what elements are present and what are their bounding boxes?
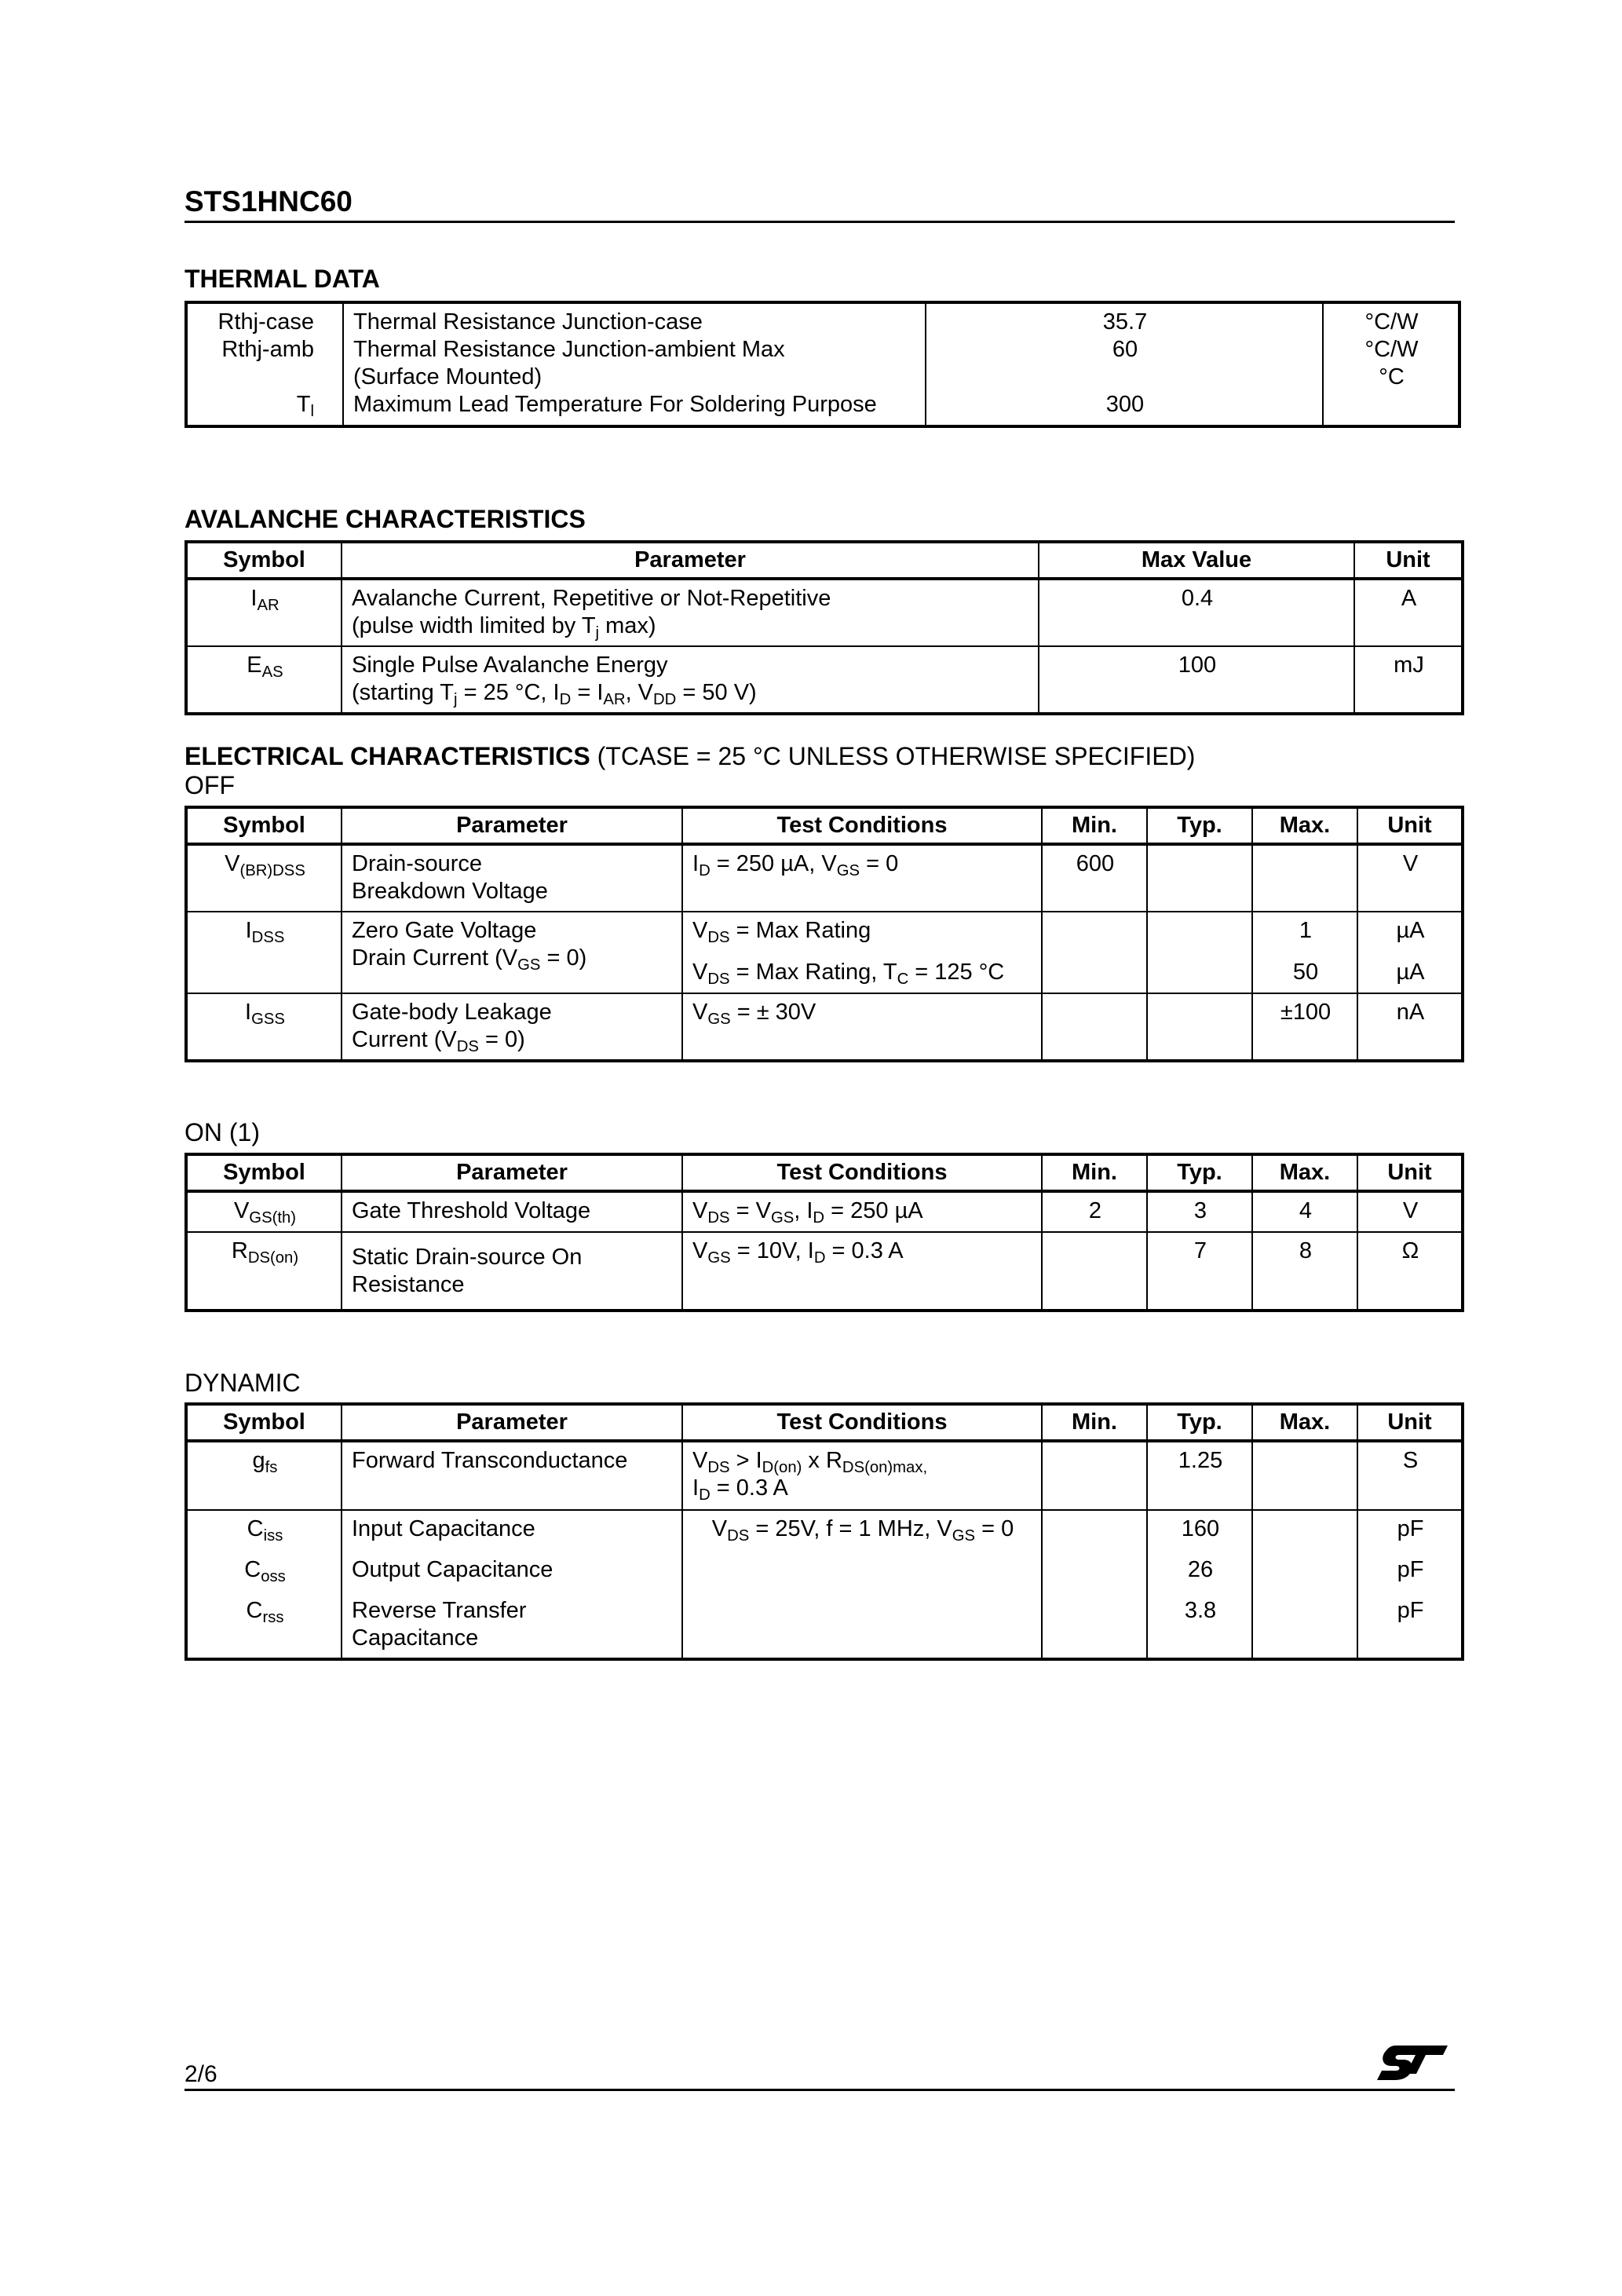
col-header-min: Min.	[1042, 1404, 1147, 1441]
col-header-symbol: Symbol	[186, 1154, 342, 1191]
col-header-test-conditions: Test Conditions	[682, 1154, 1042, 1191]
col-header-max: Max.	[1252, 1154, 1357, 1191]
col-header-typ: Typ.	[1147, 1154, 1252, 1191]
col-header-symbol: Symbol	[186, 1404, 342, 1441]
col-header-parameter: Parameter	[342, 1404, 682, 1441]
table-row: $g_{fs}$ Forward Transconductance $V_{DS} > I_{D(on)}$ x $R_{DS(on)max,}$ $I_D = 0.3$ A 1.25 S	[186, 1441, 1463, 1510]
thermal-parameter-cell: Thermal Resistance Junction-case Thermal Resistance Junction-ambient Max (Surface Mounted) Maximum Lead Temperature For Soldering Purpose	[343, 302, 926, 426]
page-number: 2/6	[184, 2061, 217, 2087]
table-row: $I_{GSS}$ Gate-body Leakage Current $(V_{DS} = 0)$ $V_{GS}$ = ± 30V ±100 nA	[186, 993, 1463, 1061]
on-label: ON (1)	[184, 1118, 260, 1146]
table-row: $V_{GS(th)}$ Gate Threshold Voltage $V_{DS} = V_{GS}$, $I_D = 250$ µA 2 3 4 V	[186, 1191, 1463, 1232]
col-header-symbol: Symbol	[186, 542, 342, 579]
col-header-max: Max.	[1252, 807, 1357, 844]
avalanche-title: AVALANCHE CHARACTERISTICS	[184, 505, 586, 533]
col-header-parameter: Parameter	[342, 807, 682, 844]
thermal-title: THERMAL DATA	[184, 265, 380, 293]
col-header-parameter: Parameter	[342, 1154, 682, 1191]
st-logo-icon	[1375, 2044, 1449, 2085]
table-row: $V_{(BR)DSS}$ Drain-source Breakdown Voltage $I_D = 250$ µA, $V_{GS} = 0$ 600 V	[186, 844, 1463, 912]
off-table	[184, 806, 1464, 1062]
col-header-typ: Typ.	[1147, 1404, 1252, 1441]
thermal-unit-cell: °C/W °C/W °C	[1323, 302, 1459, 426]
off-label: OFF	[184, 771, 235, 799]
table-row: $I_{AR}$ Avalanche Current, Repetitive or Not-Repetitive (pulse width limited by $T_j$ max) 0.4 A	[186, 579, 1463, 646]
avalanche-table	[184, 540, 1464, 715]
col-header-test-conditions: Test Conditions	[682, 807, 1042, 844]
col-header-symbol: Symbol	[186, 807, 342, 844]
dynamic-label: DYNAMIC	[184, 1369, 301, 1397]
col-header-unit: Unit	[1357, 807, 1463, 844]
electrical-title: ELECTRICAL CHARACTERISTICS (TCASE = 25 °C UNLESS OTHERWISE SPECIFIED)	[184, 742, 1196, 770]
on-table	[184, 1153, 1464, 1312]
table-row: $R_{DS(on)}$ Static Drain-source On Resistance $V_{GS} = 10V$, $I_D = 0.3$ A 7 8 Ω	[186, 1232, 1463, 1311]
col-header-max-value: Max Value	[1039, 542, 1354, 579]
footer-rule	[184, 2089, 1455, 2091]
table-row: $I_{DSS}$ Zero Gate Voltage Drain Current $(V_{GS} = 0)$ $V_{DS}$ = Max Rating $V_{DS}$ = Max Rating, $T_C = 125$ °C 1 50 µA µA	[186, 912, 1463, 993]
dynamic-table	[184, 1402, 1464, 1661]
col-header-min: Min.	[1042, 807, 1147, 844]
part-number: STS1HNC60	[184, 185, 353, 218]
col-header-max: Max.	[1252, 1404, 1357, 1441]
table-row: $C_{iss}$ $C_{oss}$ $C_{rss}$ Input Capacitance Output Capacitance Reverse Transfer Capacitance $V_{DS} = 25V$, f = 1 MHz, $V_{GS} = 0$ 160 26 3.8 pF pF pF	[186, 1510, 1463, 1659]
col-header-unit: Unit	[1357, 1404, 1463, 1441]
col-header-test-conditions: Test Conditions	[682, 1404, 1042, 1441]
col-header-min: Min.	[1042, 1154, 1147, 1191]
col-header-unit: Unit	[1357, 1154, 1463, 1191]
col-header-unit: Unit	[1354, 542, 1463, 579]
thermal-table	[184, 301, 1461, 428]
header-rule	[184, 221, 1455, 223]
thermal-value-cell: 35.7 60 300	[926, 302, 1323, 426]
thermal-symbol-cell: Rthj-case Rthj-amb $T_l$	[186, 302, 343, 426]
table-row: $E_{AS}$ Single Pulse Avalanche Energy (starting $T_j = 25$ °C, $I_D = I_{AR}$, $V_{DD} = 50$ V) 100 mJ	[186, 646, 1463, 714]
col-header-parameter: Parameter	[342, 542, 1039, 579]
col-header-typ: Typ.	[1147, 807, 1252, 844]
